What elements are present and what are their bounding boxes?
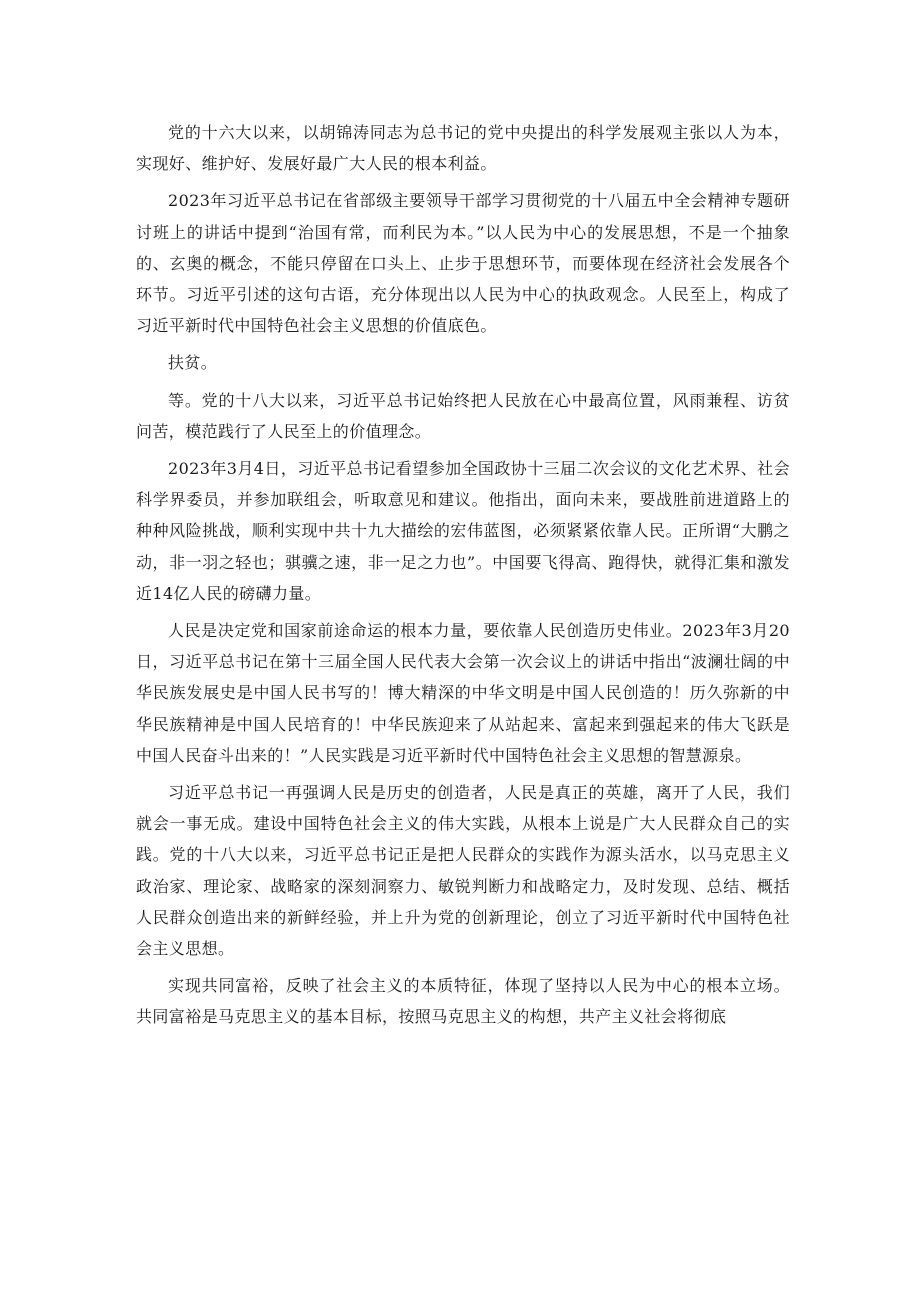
paragraph: 人民是决定党和国家前途命运的根本力量，要依靠人民创造历史伟业。2023年3月20日，习近平总书记在第十三届全国人民代表大会第一次会议上的讲话中指出“波澜壮阔的中华民族发展史是中国人民书写的！博大精深的中华文明是中国人民创造的！历久弥新的中华民族精神是中国人民培育的！中华民族迎来了从站起来、富起来到强起来的伟大飞跃是中国人民奋斗出来的！”人民实践是习近平新时代中国特色社会主义思想的智慧源泉。 (136, 621, 790, 765)
paragraph: 扶贫。 (168, 353, 218, 373)
document-body (136, 117, 790, 1039)
paragraph: 2023年习近平总书记在省部级主要领导干部学习贯彻党的十八届五中全会精神专题研讨班上的讲话中提到“治国有常，而利民为本。”以人民为中心的发展思想，不是一个抽象的、玄奥的概念，不能只停留在口头上、止步于思想环节，而要体现在经济社会发展各个环节。习近平引述的这句古语，充分体现出以人民为中心的执政观念。人民至上，构成了习近平新时代中国特色社会主义思想的价值底色。 (136, 191, 790, 336)
paragraph: 2023年3月4日，习近平总书记看望参加全国政协十三届二次会议的文化艺术界、社会科学界委员，并参加联组会，听取意见和建议。他指出，面向未来，要战胜前进道路上的种种风险挑战，顺利实现中共十九大描绘的宏伟蓝图，必须紧紧依靠人民。正所谓“大鹏之动，非一羽之轻也；骐骥之速，非一足之力也”。中国要飞得高、跑得快，就得汇集和激发近14亿人民的磅礴力量。 (136, 459, 790, 603)
paragraph: 等。党的十八大以来，习近平总书记始终把人民放在心中最高位置，风雨兼程、访贫问苦，模范践行了人民至上的价值理念。 (136, 390, 790, 441)
paragraph: 实现共同富裕，反映了社会主义的本质特征，体现了坚持以人民为中心的根本立场。共同富裕是马克思主义的基本目标，按照马克思主义的构想，共产主义社会将彻底 (136, 976, 790, 1027)
paragraph: 党的十六大以来，以胡锦涛同志为总书记的党中央提出的科学发展观主张以人为本，实现好、维护好、发展好最广大人民的根本利益。 (136, 123, 790, 174)
paragraph: 习近平总书记一再强调人民是历史的创造者，人民是真正的英雄，离开了人民，我们就会一事无成。建设中国特色社会主义的伟大实践，从根本上说是广大人民群众自己的实践。党的十八大以来，习近平总书记正是把人民群众的实践作为源头活水，以马克思主义政治家、理论家、战略家的深刻洞察力、敏锐判断力和战略定力，及时发现、总结、概括人民群众创造出来的新鲜经验，并上升为党的创新理论，创立了习近平新时代中国特色社会主义思想。 (136, 783, 790, 959)
